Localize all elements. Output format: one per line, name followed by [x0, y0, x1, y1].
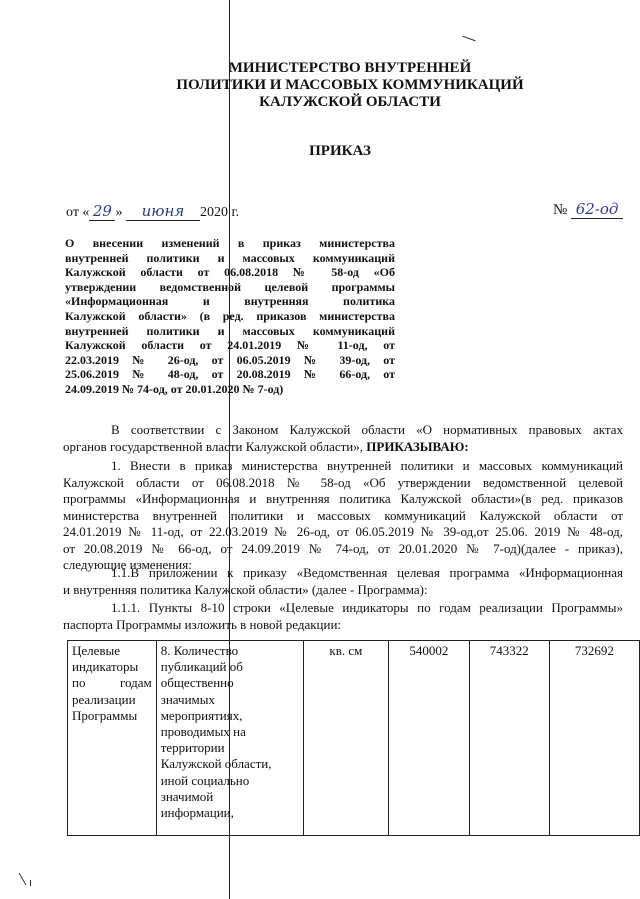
number-value: 62-од — [571, 200, 623, 219]
date-prefix: от « — [66, 205, 90, 220]
paragraph-line: министерства внутренней политики и массовых коммуникаций Калужской области от — [63, 507, 623, 523]
date-day: 29 — [89, 202, 115, 221]
value-cell-3: 732692 — [549, 641, 639, 836]
paragraph-line: паспорта Программы изложить в новой редакции: — [63, 616, 342, 632]
unit-cell: кв. см — [303, 641, 389, 836]
paragraph-line: 1.1.В приложении к приказу «Ведомственная целевая программа «Информационная — [111, 565, 623, 580]
item-1-1-1-paragraph — [63, 600, 623, 633]
title-line: утверждении ведомственной целевой программы — [65, 279, 395, 294]
paragraph-line: Калужской области от 06.08.2018 № 58-од «Об утверждении ведомственной целевой — [63, 474, 623, 490]
indicator-line: публикаций об — [160, 659, 243, 675]
preamble-text: органов государственной власти Калужской области», — [63, 438, 367, 454]
indicator-line: общественно — [160, 675, 234, 691]
order-number — [553, 200, 623, 219]
indicator-line: значимых — [160, 691, 216, 707]
title-line: Калужской области» (в ред. приказов министерства — [65, 308, 395, 323]
scan-speck — [462, 36, 475, 42]
indicator-line: территории — [160, 740, 225, 756]
category-line: Программы — [72, 707, 138, 723]
order-title — [65, 236, 395, 397]
paragraph-line: и внутренняя политика Калужской области» (далее - Программа): — [63, 581, 428, 597]
category-line: индикаторы — [72, 659, 139, 675]
table-row — [68, 641, 640, 836]
indicator-line: информации, — [160, 805, 234, 821]
title-line: О внесении изменений в приказ министерства — [65, 236, 395, 250]
preamble-paragraph — [63, 422, 623, 455]
ministry-name-line-2: ПОЛИТИКИ И МАССОВЫХ КОММУНИКАЦИЙ — [176, 77, 524, 93]
date-close-quote: » — [115, 205, 123, 220]
title-line: Калужской области от 24.01.2019 № 11-од, от — [65, 338, 395, 353]
title-line: 22.03.2019 № 26-од, от 06.05.2019 № 39-од, от — [65, 352, 395, 367]
title-line: внутренней политики и массовых коммуникаций — [65, 250, 395, 265]
order-date — [66, 202, 239, 221]
date-month: июня — [126, 202, 200, 221]
scan-speck — [19, 873, 27, 886]
date-year: 2020 г. — [199, 205, 240, 220]
preamble-line-1: В соответствии с Законом Калужской области «О нормативных правовых актах — [111, 422, 623, 437]
item-1-1-paragraph — [63, 565, 623, 598]
value-cell-1: 540002 — [389, 641, 469, 836]
document-type-heading: ПРИКАЗ — [309, 143, 371, 159]
indicator-line: Калужской области, — [160, 756, 272, 772]
paragraph-line: следующие изменения: — [63, 557, 192, 572]
paragraph-line: программы «Информационная и внутренняя политика Калужской области»(в ред. приказов — [63, 491, 623, 506]
order-directive: ПРИКАЗЫВАЮ: — [366, 438, 469, 454]
paragraph-line: 1. Внести в приказ министерства внутренней политики и массовых коммуникаций — [111, 458, 623, 473]
category-line: Целевые — [72, 643, 121, 658]
indicator-line: проводимых на — [160, 724, 246, 740]
item-1-paragraph — [63, 458, 623, 574]
indicator-category-cell — [68, 641, 157, 836]
indicator-line: 8. Количество — [160, 643, 239, 658]
indicator-line: иной социально — [160, 772, 250, 788]
indicator-name-cell — [156, 641, 303, 836]
indicator-line: значимой — [160, 788, 214, 804]
value-cell-2: 743322 — [469, 641, 549, 836]
title-line: «Информационная и внутренняя политика — [65, 294, 395, 309]
paragraph-line: 24.01.2019 № 11-од, от 22.03.2019 № 26-од, от 06.05.2019 № 39-од,от 25.06. 2019 № 48-од, — [63, 524, 623, 539]
ministry-name-line-3: КАЛУЖСКОЙ ОБЛАСТИ — [259, 94, 441, 110]
title-line: 25.06.2019 № 48-од, от 20.08.2019 № 66-од, от — [65, 367, 395, 382]
indicator-line: мероприятиях, — [160, 707, 243, 723]
title-line: внутренней политики и массовых коммуникаций — [65, 323, 395, 338]
scan-speck — [30, 880, 31, 886]
title-line: 24.09.2019 № 74-од, от 20.01.2020 № 7-од) — [65, 381, 284, 396]
indicators-table — [67, 640, 640, 836]
paragraph-line: от 20.08.2019 № 66-од, от 24.09.2019 № 74-од, от 20.01.2020 № 7-од)(далее - приказ), — [63, 540, 623, 556]
paragraph-line: 1.1.1. Пункты 8-10 строки «Целевые индикаторы по годам реализации Программы» — [111, 600, 623, 615]
ministry-name-line-1: МИНИСТЕРСТВО ВНУТРЕННЕЙ — [228, 60, 472, 76]
number-prefix: № — [553, 202, 568, 218]
category-line: по годам — [72, 675, 152, 691]
title-line: Калужской области от 06.08.2018 № 58-од «Об — [65, 265, 395, 280]
preamble-line-2 — [63, 439, 623, 456]
category-line: реализации — [72, 691, 136, 707]
